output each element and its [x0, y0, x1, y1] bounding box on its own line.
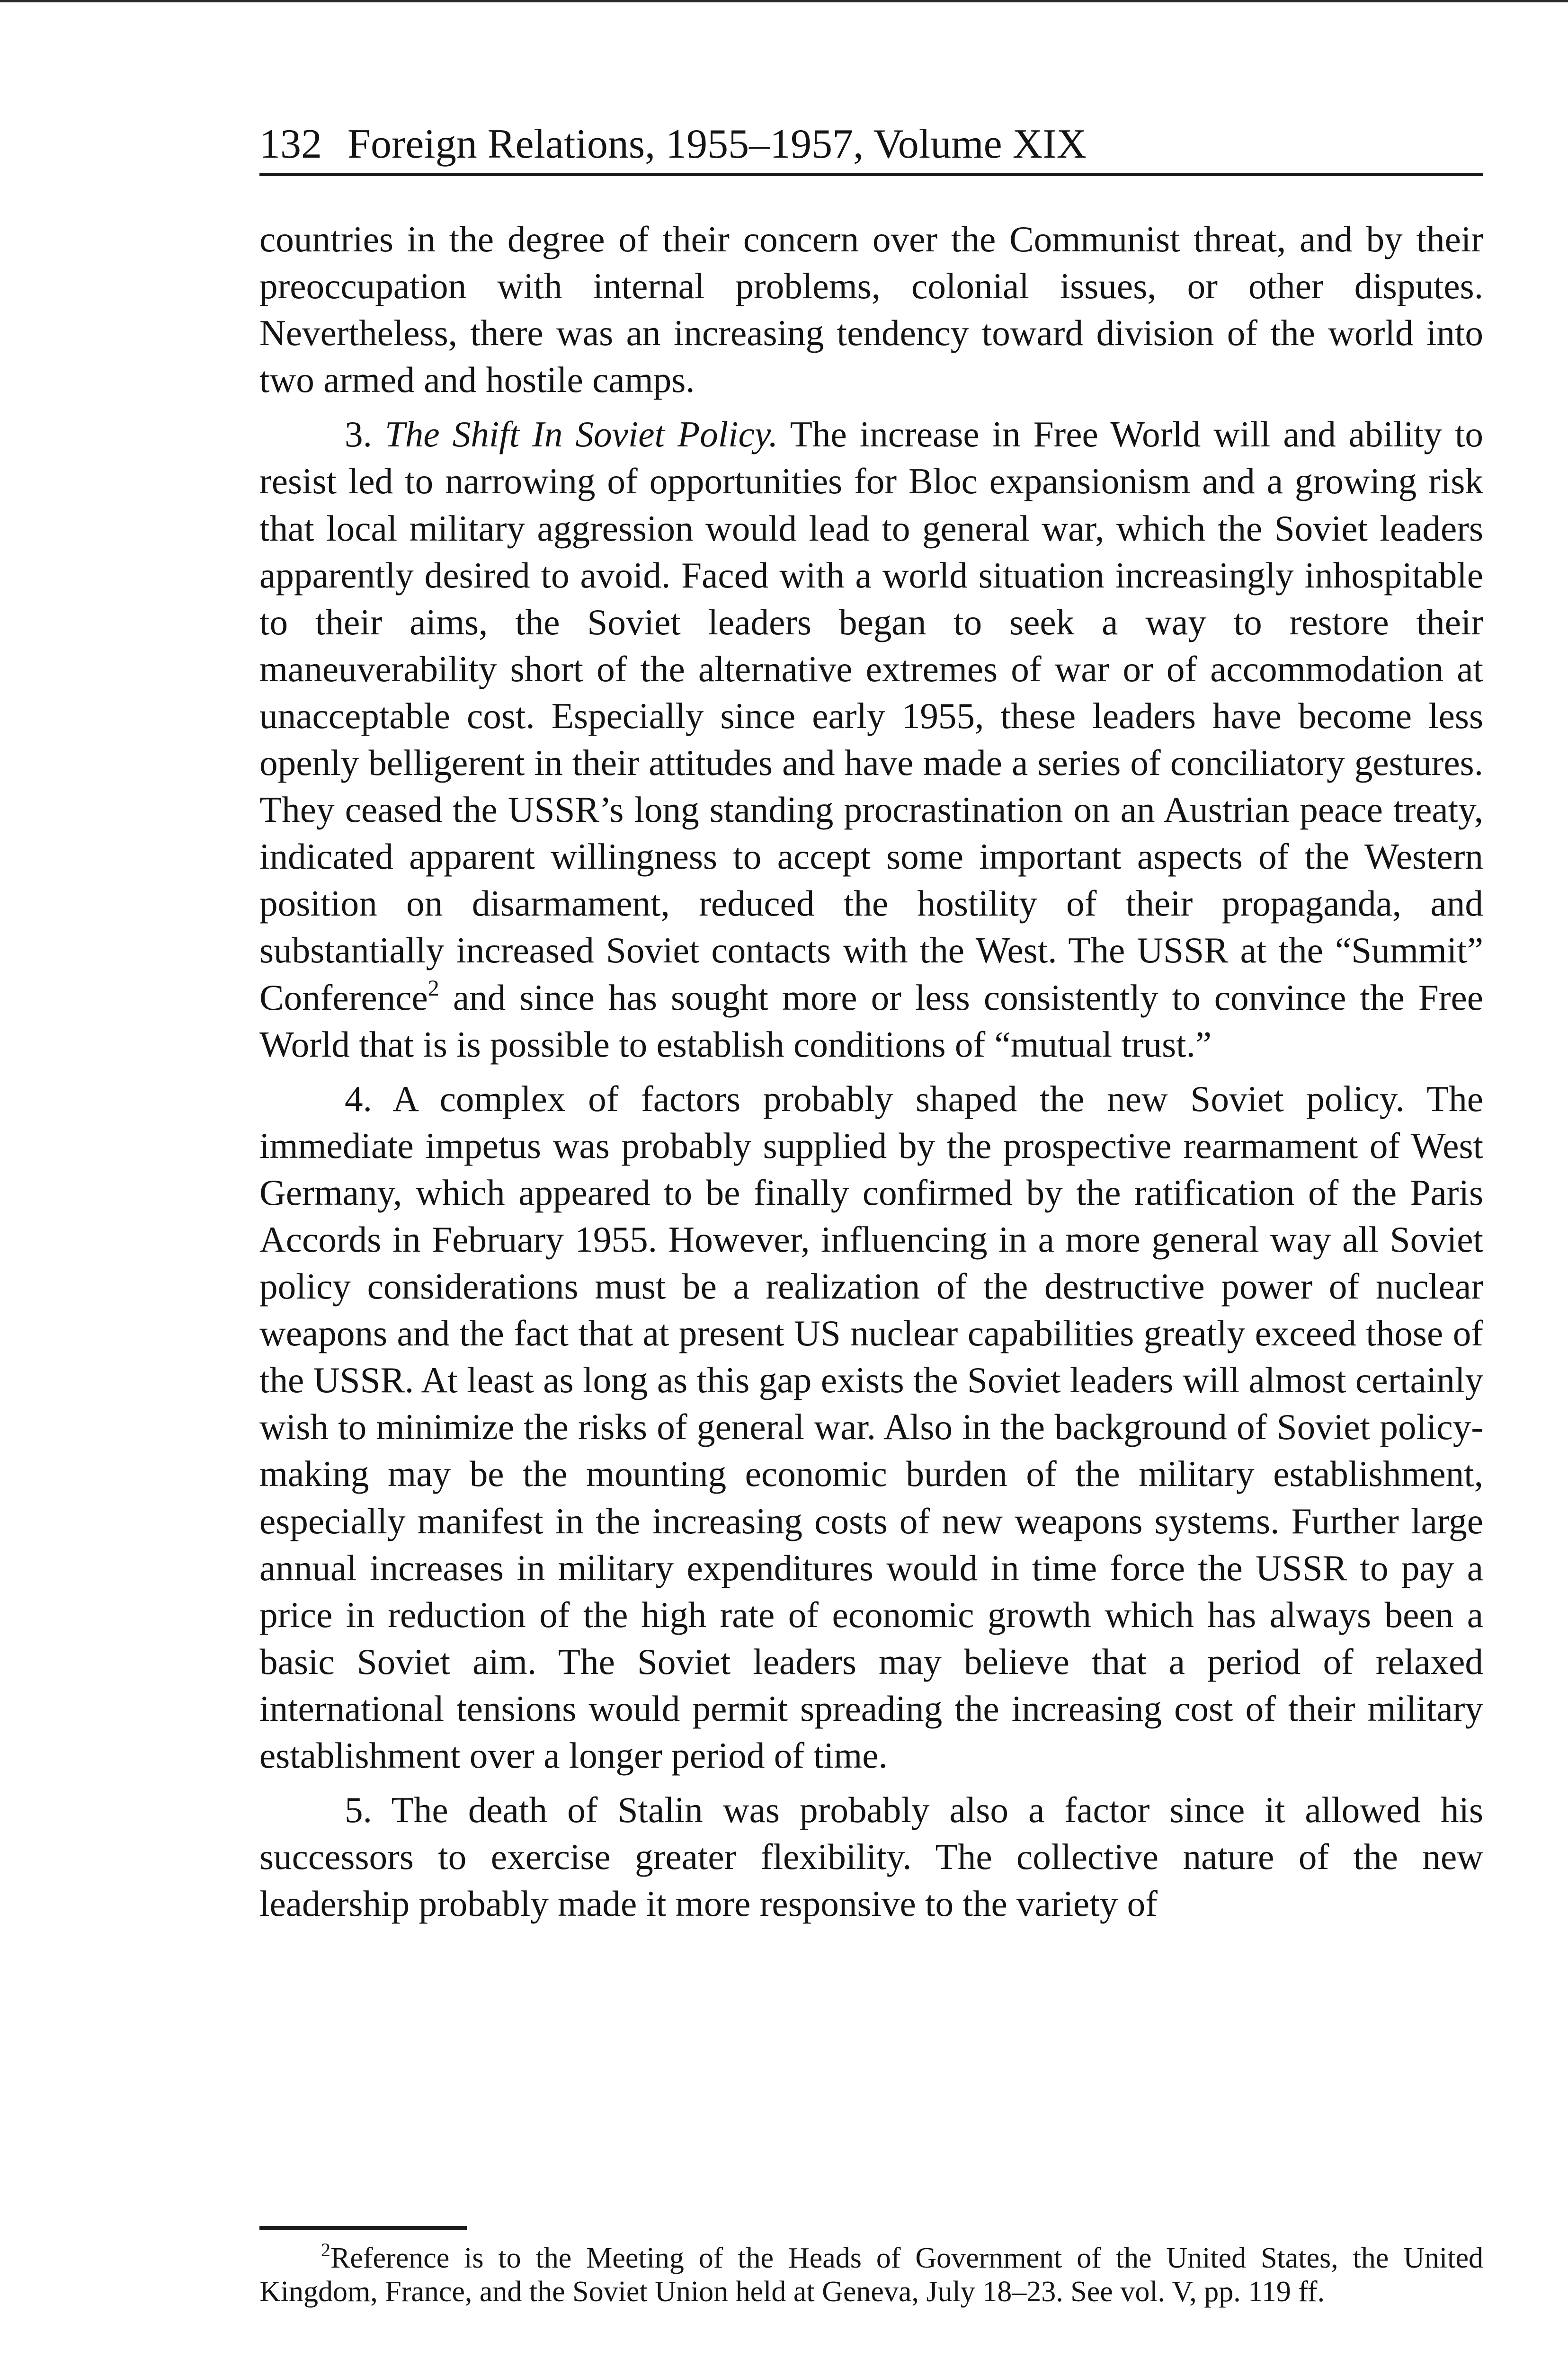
running-header	[259, 118, 1483, 176]
paragraph-text: The increase in Free World will and ability to resist led to narrowing of opportunities for Bloc expansionism and a growing risk that local military aggression would lead to general war, which the Soviet leaders apparently desired to avoid. Faced with a world situation increasingly inhospitable to their aims, the Soviet leaders began to seek a way to restore their maneuverability short of the alternative extremes of war or of accommodation at unacceptable cost. Especially since early 1955, these leaders have become less openly belligerent in their attitudes and have made a series of conciliatory gestures. They ceased the USSR’s long standing procrastination on an Austrian peace treaty, indicated apparent willingness to accept some important aspects of the Western position on disarmament, reduced the hostility of their propaganda, and substantially increased Soviet contacts with the West. The USSR at the “Summit” Conference	[259, 414, 1484, 1018]
section-title: The Shift In Soviet Policy.	[384, 414, 778, 455]
footnote	[259, 2239, 1483, 2309]
paragraph-number: 3.	[345, 414, 372, 455]
paragraph-5: 5. The death of Stalin was probably also a factor since it allowed his successors to exercise greater flexibility. The collective nature of the new leadership probably made it more responsive to the variety of	[259, 1789, 1483, 1924]
paragraph-continued: countries in the degree of their concern over the Communist threat, and by their preoccupation with internal problems, colonial issues, or other disputes. Nevertheless, there was an increasing tendency toward division of the world into two armed and hostile camps.	[259, 219, 1483, 400]
paragraph-3	[259, 411, 1483, 1068]
footnote-text: Reference is to the Meeting of the Heads of Government of the United States, the United Kingdom, France, and the Soviet Union held at Geneva, July 18–23. See vol. V, pp. 119 ff.	[259, 2242, 1483, 2308]
footnote-marker: 2	[321, 2239, 330, 2260]
paragraph-4: 4. A complex of factors probably shaped the new Soviet policy. The immediate impetus was probably supplied by the prospective rearmament of West Germany, which appeared to be finally confirmed by the ratification of the Paris Accords in February 1955. However, influencing in a more general way all Soviet policy considerations must be a realization of the destructive power of nuclear weapons and the fact that at present US nuclear capabilities greatly exceed those of the USSR. At least as long as this gap exists the Soviet leaders will almost certainly wish to minimize the risks of general war. Also in the background of Soviet policy-making may be the mounting economic burden of the military establishment, especially manifest in the increasing costs of new weapons systems. Further large annual increases in military expenditures would in time force the USSR to pay a price in reduction of the high rate of economic growth which has always been a basic Soviet aim. The Soviet leaders may believe that a period of relaxed international tensions would permit spreading the increasing cost of their military establishment over a longer period of time.	[259, 1078, 1483, 1776]
footnote-reference: 2	[428, 975, 439, 1001]
footnote-divider	[259, 2226, 467, 2230]
page-number: 132	[259, 121, 322, 167]
document-page	[259, 118, 1484, 2308]
running-title: Foreign Relations, 1955–1957, Volume XIX	[347, 121, 1087, 167]
paragraph-text-continued: and since has sought more or less consistently to convince the Free World that is is possible to establish conditions of “mutual trust.”	[259, 977, 1484, 1065]
body-text	[259, 216, 1483, 1927]
scan-top-edge	[0, 0, 1568, 2]
